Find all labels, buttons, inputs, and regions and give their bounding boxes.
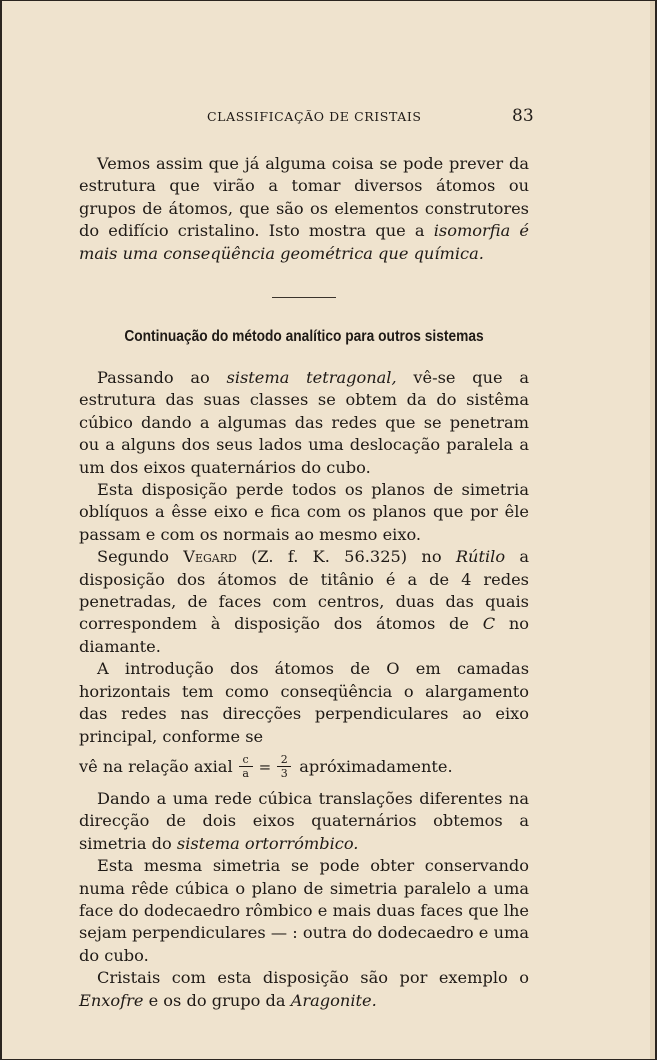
intro-text: Vemos assim que já alguma coisa se pode prever da estrutura que virão a tomar diversos átomos ou grupos de átomos, que são os elementos construtores do edifício cristalino. Isto mostra que a xyxy=(79,154,529,241)
formula-prefix: vê na relação axial xyxy=(79,756,233,776)
italic-term: sistema ortorrómbico. xyxy=(176,833,359,853)
paragraph-rhombic-dodecahedron: Esta mesma simetria se pode obter conservando numa rêde cúbica o plano de simetria paralelo a uma face do dodecaedro rômbico e mais duas faces que lhe sejam perpendiculares — : outra do dodecaedro e uma do cubo. xyxy=(79,856,529,965)
book-page xyxy=(2,1,655,1059)
text-run: Passando ao xyxy=(97,368,227,387)
formula-suffix: apróximadamente. xyxy=(299,756,453,776)
fraction-2-over-3 xyxy=(277,754,291,779)
author-name: Vegard xyxy=(183,547,237,567)
text-run: Dando a uma rede cúbica translações diferentes na direcção de dois eixos quaternários obtemos a simetria do xyxy=(79,788,529,853)
text-run: no diamante. xyxy=(79,614,529,656)
paragraph-oxygen-layers: A introdução dos átomos de O em camadas horizontais tem como conseqüência o alargamento das redes nas direcções perpendiculares ao eixo principal, conforme se xyxy=(79,659,529,746)
italic-term: Aragonite. xyxy=(290,990,377,1010)
page-number: 83 xyxy=(512,106,534,126)
paragraph-examples xyxy=(79,967,529,1012)
paragraph-tetragonal xyxy=(79,367,529,479)
fraction-numerator: 2 xyxy=(280,753,288,767)
text-run: Cristais com esta disposição são por exemplo o xyxy=(97,968,529,988)
paragraph-vegard xyxy=(79,546,529,658)
italic-term: Enxofre xyxy=(79,990,144,1010)
paragraph-orthorhombic xyxy=(79,788,529,855)
text-run: (Z. f. K. 56.325) no xyxy=(236,547,456,567)
text-run: a disposição dos átomos de titânio é a de 4 redes penetradas, de faces com centros, duas das quais correspondem à disposição dos átomos de xyxy=(79,547,530,634)
text-run: vê-se que a estrutura das suas classes se obtem da do sistêma cúbico dando a algumas das redes que se penetram ou a alguns dos seus lados uma deslocação paralela a um dos eixos quaternários do cubo. xyxy=(79,368,529,477)
intro-paragraph-block xyxy=(79,153,529,265)
text-run: Segundo xyxy=(97,547,184,567)
fraction-denominator: 3 xyxy=(280,767,288,781)
section-divider xyxy=(272,297,336,298)
italic-term: sistema tetragonal, xyxy=(226,368,397,387)
paragraph-symmetry-planes: Esta disposição perde todos os planos de simetria oblíquos a êsse eixo e fica com os planos que por êle passam e com os normais ao mesmo eixo. xyxy=(79,480,529,544)
italic-term: C xyxy=(482,614,496,634)
running-head: CLASSIFICAÇÃO DE CRISTAIS xyxy=(207,109,422,124)
intro-paragraph xyxy=(79,153,529,265)
italic-term: Rútilo xyxy=(455,547,506,567)
section-heading: Continuação do método analítico para outros sistemas xyxy=(124,328,484,345)
fraction-numerator: c xyxy=(242,753,249,767)
fraction-denominator: a xyxy=(242,767,249,781)
text-run: e os do grupo da xyxy=(143,990,291,1010)
fraction-c-over-a xyxy=(239,754,253,779)
intro-italic-text: isomorfia é mais uma conseqüência geométrica que química. xyxy=(79,221,529,263)
axial-ratio-formula xyxy=(79,750,529,784)
section-body xyxy=(79,367,529,1012)
equals-sign: = xyxy=(258,757,272,776)
